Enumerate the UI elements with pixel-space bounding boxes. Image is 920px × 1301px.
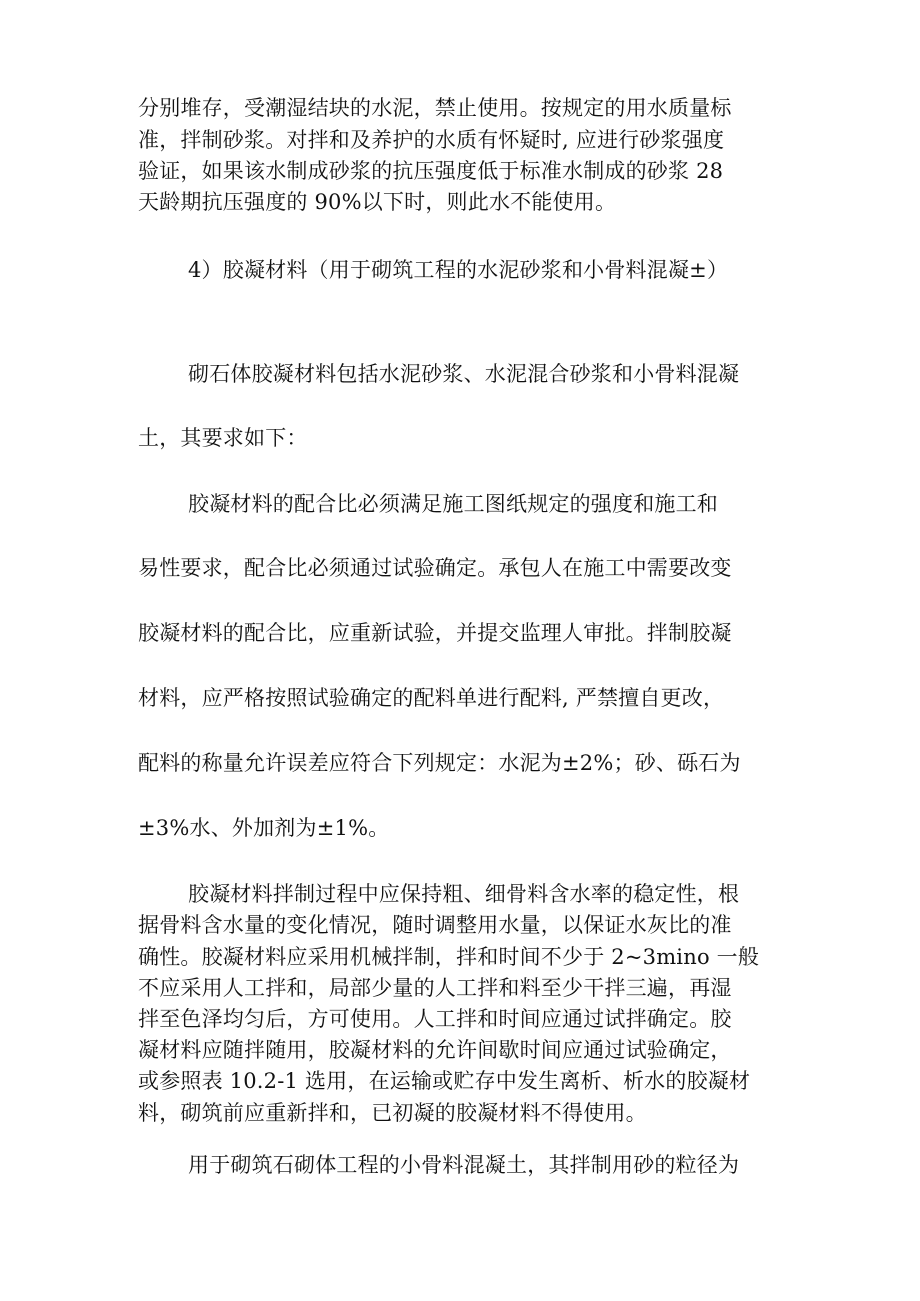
text-line: 据骨料含水量的变化情况，随时调整用水量，以保证水灰比的准 [138,913,732,937]
text-line: 砌石体胶凝材料包括水泥砂浆、水泥混合砂浆和小骨料混凝 [188,362,740,386]
text-line: 不应采用人工拌和，局部少量的人工拌和料至少干拌三遍，再湿 [138,976,732,1000]
text-line: ±3%水、外加剂为±1%。 [138,816,390,840]
text-line: 配料的称量允许误差应符合下列规定：水泥为±2%；砂、砾石为 [138,751,741,775]
text-line: 或参照表 10.2-1 选用，在运输或贮存中发生离析、析水的胶凝材 [138,1069,751,1093]
text-line: 凝材料应随拌随用，胶凝材料的允许间歇时间应通过试验确定， [138,1038,732,1062]
text-line: 胶凝材料的配合比必须满足施工图纸规定的强度和施工和 [188,492,718,516]
text-line: 胶凝材料的配合比，应重新试验，并提交监理人审批。拌制胶凝 [138,621,732,645]
text-line: 验证，如果该水制成砂浆的抗压强度低于标准水制成的砂浆 28 [138,159,724,183]
text-line: 易性要求，配合比必须通过试验确定。承包人在施工中需要改变 [138,556,732,580]
text-line: 拌至色泽均匀后，方可使用。人工拌和时间应通过试拌确定。胶 [138,1007,732,1031]
text-line: 分别堆存，受潮湿结块的水泥，禁止使用。按规定的用水质量标 [138,96,732,120]
text-line: 确性。胶凝材料应采用机械拌制，拌和时间不少于 2~3mino 一般 [138,945,760,969]
text-line: 用于砌筑石砌体工程的小骨料混凝土，其拌制用砂的粒径为 [188,1153,740,1177]
text-line: 天龄期抗压强度的 90%以下时，则此水不能使用。 [138,190,617,214]
section-heading: 4）胶凝材料（用于砌筑工程的水泥砂浆和小骨料混凝±） [188,258,729,282]
text-line: 准，拌制砂浆。对拌和及养护的水质有怀疑时, 应进行砂浆强度 [138,128,725,152]
text-line: 料，砌筑前应重新拌和，已初凝的胶凝材料不得使用。 [138,1101,647,1125]
text-line: 材料，应严格按照试验确定的配料单进行配料, 严禁擅自更改， [138,686,725,710]
text-line: 土，其要求如下： [138,426,308,450]
text-line: 胶凝材料拌制过程中应保持粗、细骨料含水率的稳定性，根 [188,882,740,906]
